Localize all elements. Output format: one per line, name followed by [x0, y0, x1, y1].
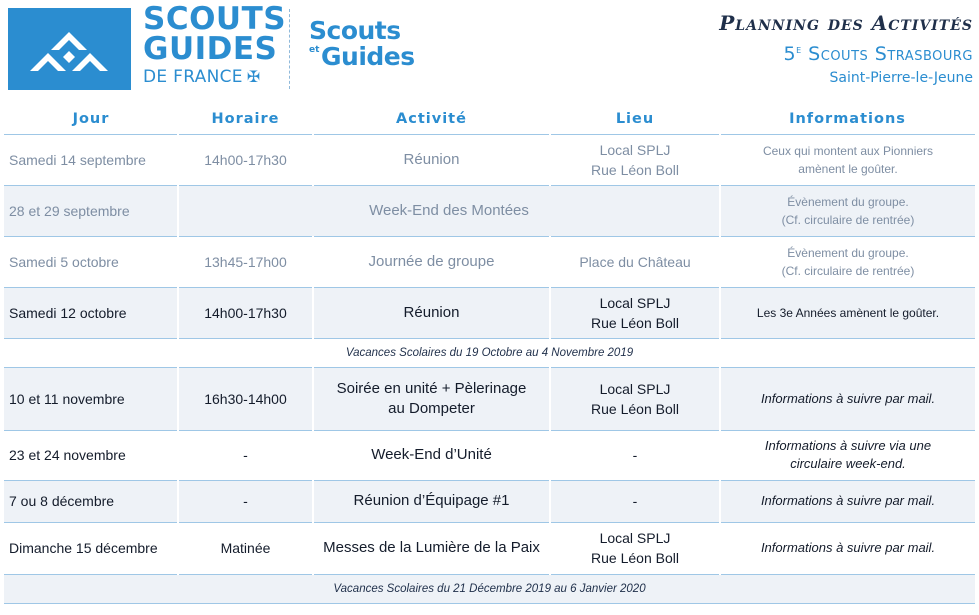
place-line: Rue Léon Boll [591, 314, 679, 331]
place-line: Local SPLJ [599, 141, 671, 158]
holiday-row [4, 338, 975, 367]
parish-name: Saint-Pierre-le-Jeune [829, 70, 973, 86]
cell-place [550, 287, 720, 338]
table-row [4, 480, 975, 522]
cell-info: Les 3e Années amènent le goûter. [720, 287, 975, 338]
cell-activity: Week-End des Montées [178, 185, 720, 236]
table-row [4, 236, 975, 287]
info-line: circulaire week-end. [790, 456, 906, 471]
table-row [4, 287, 975, 338]
place-line: Local SPLJ [599, 294, 671, 311]
cell-place [550, 367, 720, 430]
cell-day: Dimanche 15 décembre [4, 522, 178, 574]
holiday-banner: Vacances Scolaires du 21 Décembre 2019 au 6 Janvier 2020 [4, 574, 975, 603]
place-line: Rue Léon Boll [591, 161, 679, 178]
page-title: Planning des Activités [719, 11, 973, 35]
info-line: Évènement du groupe. [787, 194, 909, 209]
info-line: (Cf. circulaire de rentrée) [781, 212, 915, 227]
activity-line: au Dompeter [388, 399, 475, 417]
activity-table [4, 104, 975, 604]
cell-day: Samedi 12 octobre [4, 287, 178, 338]
info-line: Évènement du groupe. [787, 245, 909, 260]
cell-place: Place du Château [550, 236, 720, 287]
cell-info: Informations à suivre par mail. [720, 480, 975, 522]
sg-logo-scouts: Scouts [309, 16, 401, 45]
table-row [4, 367, 975, 430]
cell-day: 28 et 29 septembre [4, 185, 178, 236]
logo-line-scouts: SCOUTS [143, 1, 287, 37]
cell-activity: Réunion d’Équipage #1 [313, 480, 550, 522]
logo-de-france-text: DE FRANCE [143, 67, 243, 87]
table-row [4, 522, 975, 574]
cell-time: - [178, 480, 313, 522]
info-line: Informations à suivre via une [764, 438, 932, 453]
group-name [719, 36, 973, 68]
table-row [4, 185, 975, 236]
place-line: Local SPLJ [599, 530, 671, 546]
cell-time: 14h00-17h30 [178, 134, 313, 185]
document-title-block [719, 10, 973, 88]
page-header [0, 0, 979, 104]
cell-day: Samedi 14 septembre [4, 134, 178, 185]
column-header-info: Informations [720, 104, 975, 134]
cell-info [720, 430, 975, 480]
cell-time: Matinée [178, 522, 313, 574]
logo-line-guides: GUIDES [143, 31, 278, 67]
group-number: 5 [783, 43, 797, 65]
activity-line: Soirée en unité + Pèlerinage [336, 379, 527, 397]
cell-info [720, 185, 975, 236]
cell-info [720, 236, 975, 287]
sgdf-logo-icon [8, 8, 131, 90]
header-divider [289, 9, 290, 89]
cell-day: Samedi 5 octobre [4, 236, 178, 287]
cell-activity: Journée de groupe [313, 236, 550, 287]
cell-place: - [550, 430, 720, 480]
place-line: Rue Léon Boll [591, 400, 679, 417]
cell-activity [313, 367, 550, 430]
cell-info: Informations à suivre par mail. [720, 367, 975, 430]
column-header-activity: Activité [313, 104, 550, 134]
cell-activity: Réunion [313, 134, 550, 185]
cell-day: 23 et 24 novembre [4, 430, 178, 480]
sg-logo-guides: Guides [321, 42, 415, 71]
cell-place [550, 522, 720, 574]
sgdf-wordmark [143, 1, 287, 90]
cell-info: Informations à suivre par mail. [720, 522, 975, 574]
cell-activity: Messes de la Lumière de la Paix [313, 522, 550, 574]
table-row [4, 430, 975, 480]
cell-place: - [550, 480, 720, 522]
cell-time: 16h30-14h00 [178, 367, 313, 430]
info-line: (Cf. circulaire de rentrée) [781, 263, 915, 278]
info-line: amènent le goûter. [798, 161, 898, 176]
scouts-et-guides-logo [309, 18, 415, 70]
place-line: Local SPLJ [599, 380, 671, 397]
logo-line-de-france [143, 64, 286, 90]
cell-activity: Week-End d’Unité [313, 430, 550, 480]
column-header-day: Jour [4, 104, 178, 134]
sg-logo-et: et [309, 45, 320, 55]
place-line: Rue Léon Boll [591, 550, 679, 566]
cross-icon: ✠ [246, 67, 261, 86]
cell-time: 14h00-17h30 [178, 287, 313, 338]
column-header-time: Horaire [178, 104, 313, 134]
cell-time: 13h45-17h00 [178, 236, 313, 287]
cell-info [720, 134, 975, 185]
cell-day: 7 ou 8 décembre [4, 480, 178, 522]
holiday-row [4, 574, 975, 603]
cell-day: 10 et 11 novembre [4, 367, 178, 430]
cell-activity: Réunion [313, 287, 550, 338]
table-row [4, 134, 975, 185]
cell-place [550, 134, 720, 185]
holiday-banner: Vacances Scolaires du 19 Octobre au 4 Novembre 2019 [4, 338, 975, 367]
cell-time: - [178, 430, 313, 480]
column-header-place: Lieu [550, 104, 720, 134]
info-line: Ceux qui montent aux Pionniers [762, 143, 934, 158]
table-header-row [4, 104, 975, 134]
group-label: Scouts Strasbourg [801, 43, 973, 65]
group-number-suffix: e [796, 43, 802, 56]
